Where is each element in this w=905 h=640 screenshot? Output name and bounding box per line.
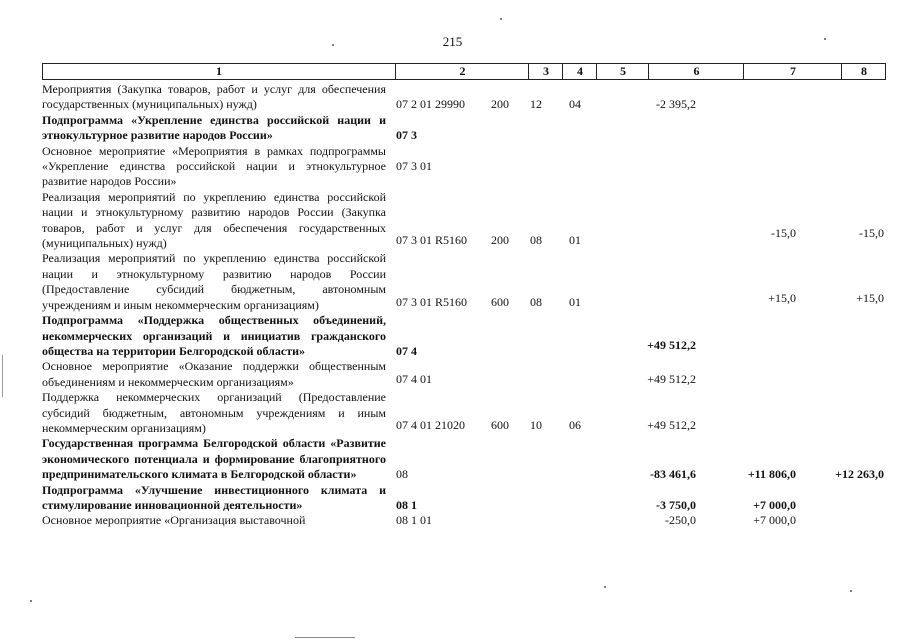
row-value-col7: +7 000,0 bbox=[753, 512, 796, 527]
table-row bbox=[42, 113, 886, 144]
table-row bbox=[42, 313, 886, 359]
row-rz: 10 bbox=[530, 417, 542, 432]
row-pr: 01 bbox=[569, 294, 581, 309]
row-value-col6: +49 512,2 bbox=[647, 337, 696, 352]
header-col-8: 8 bbox=[841, 64, 886, 79]
row-value-col8: +12 263,0 bbox=[835, 467, 884, 482]
budget-table-body bbox=[42, 82, 886, 528]
scan-speck bbox=[604, 586, 606, 588]
scan-speck bbox=[500, 18, 502, 20]
row-description: Подпрограмма «Улучшение инвестиционного климата и стимулирование инновационной деятельности» bbox=[42, 482, 386, 512]
row-vr: 200 bbox=[491, 97, 509, 112]
row-value-col7: -15,0 bbox=[771, 226, 796, 241]
row-rz: 12 bbox=[530, 97, 542, 112]
header-col-3: 3 bbox=[528, 64, 563, 79]
row-vr: 600 bbox=[491, 417, 509, 432]
row-code: 07 4 01 bbox=[396, 371, 432, 386]
row-description: Основное мероприятие «Организация выставочной bbox=[42, 513, 306, 528]
table-row bbox=[42, 82, 886, 113]
table-header bbox=[42, 63, 886, 80]
row-vr: 600 bbox=[491, 294, 509, 309]
row-value-col8: +15,0 bbox=[856, 290, 884, 305]
table-row bbox=[42, 144, 886, 190]
row-description: Основное мероприятие «Оказание поддержки общественным объединениям и некоммерческим организациям» bbox=[42, 359, 386, 389]
table-row bbox=[42, 390, 886, 436]
row-code: 07 4 bbox=[396, 343, 417, 358]
header-col-4: 4 bbox=[562, 64, 597, 79]
header-col-2: 2 bbox=[395, 64, 529, 79]
row-pr: 04 bbox=[569, 97, 581, 112]
row-rz: 08 bbox=[530, 294, 542, 309]
scan-speck bbox=[332, 44, 334, 46]
row-description: Поддержка некоммерческих организаций (Предоставление субсидий бюджетным, автономным учреждениям и иным некоммерческим организациям) bbox=[42, 390, 386, 435]
row-value-col6: +49 512,2 bbox=[647, 417, 696, 432]
row-description: Реализация мероприятий по укреплению единства российской нации и этнокультурному развитию народов России (Закупка товаров, работ и услуг для обеспечения государственных (муниципальных) нужд) bbox=[42, 189, 386, 251]
row-value-col6: +49 512,2 bbox=[647, 371, 696, 386]
row-code: 07 3 01 R5160 bbox=[396, 294, 468, 309]
row-vr: 200 bbox=[491, 233, 509, 248]
row-value-col6: -83 461,6 bbox=[650, 467, 696, 482]
row-pr: 01 bbox=[569, 233, 581, 248]
row-description: Подпрограмма «Поддержка общественных объединений, некоммерческих организаций и инициатив гражданского общества на территории Белгородской области» bbox=[42, 313, 386, 358]
table-row bbox=[42, 436, 886, 482]
header-col-6: 6 bbox=[648, 64, 744, 79]
table-row bbox=[42, 359, 886, 390]
scan-speck bbox=[30, 600, 32, 602]
row-value-col6: -3 750,0 bbox=[656, 497, 696, 512]
row-value-col7: +7 000,0 bbox=[753, 497, 796, 512]
row-description: Подпрограмма «Укрепление единства российской нации и этнокультурное развитие народов России» bbox=[42, 112, 386, 143]
scan-speck bbox=[824, 38, 826, 40]
page-number: 215 bbox=[442, 34, 463, 49]
row-value-col7: +15,0 bbox=[768, 290, 796, 305]
row-code: 08 bbox=[396, 467, 408, 482]
row-code: 08 1 01 bbox=[396, 512, 432, 527]
row-code: 08 1 bbox=[396, 497, 417, 512]
table-row bbox=[42, 483, 886, 514]
row-value-col8: -15,0 bbox=[859, 226, 884, 241]
row-description: Реализация мероприятий по укреплению единства российской нации и этнокультурному развитию народов России (Предоставление субсидий бюджетным, автономным учреждениям и иным некоммерческим организациям) bbox=[42, 251, 386, 312]
table-row bbox=[42, 513, 886, 528]
row-code: 07 2 01 29990 bbox=[396, 97, 465, 112]
row-description: Основное мероприятие «Мероприятия в рамках подпрограммы «Укрепление единства российской нации и этнокультурное развитие народов России» bbox=[42, 143, 386, 189]
row-code: 07 3 bbox=[396, 128, 417, 143]
row-description: Мероприятия (Закупка товаров, работ и услуг для обеспечения государственных (муниципальных) нужд) bbox=[42, 82, 386, 112]
row-code: 07 3 01 R5160 bbox=[396, 233, 468, 248]
header-col-5: 5 bbox=[596, 64, 649, 79]
row-pr: 06 bbox=[569, 417, 581, 432]
footer-line bbox=[295, 637, 355, 638]
header-col-7: 7 bbox=[743, 64, 842, 79]
row-value-col6: -2 395,2 bbox=[656, 97, 696, 112]
row-value-col6: -250,0 bbox=[665, 512, 696, 527]
row-description: Государственная программа Белгородской области «Развитие экономического потенциала и формирование благоприятного предпринимательского климата в Белгородской области» bbox=[42, 436, 386, 482]
table-row bbox=[42, 251, 886, 313]
scan-speck bbox=[850, 590, 852, 592]
row-code: 07 3 01 bbox=[396, 159, 432, 174]
margin-mark bbox=[2, 355, 3, 397]
header-col-1: 1 bbox=[216, 64, 222, 78]
row-code: 07 4 01 21020 bbox=[396, 417, 465, 432]
row-rz: 08 bbox=[530, 233, 542, 248]
table-row bbox=[42, 190, 886, 252]
row-value-col7: +11 806,0 bbox=[747, 467, 796, 482]
